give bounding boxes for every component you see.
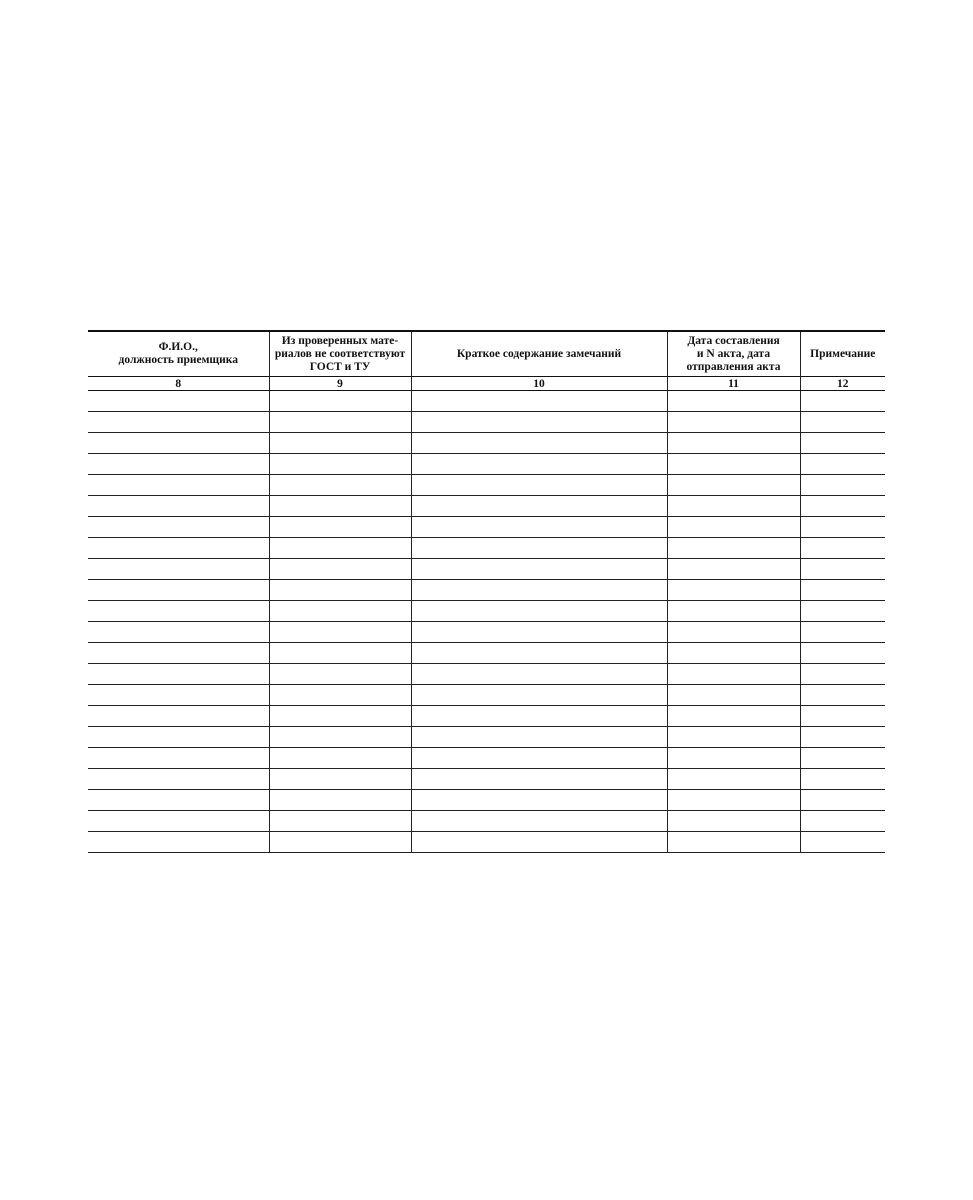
table-row [88, 580, 885, 601]
table-cell[interactable] [800, 664, 885, 685]
table-cell[interactable] [667, 727, 800, 748]
table-cell[interactable] [88, 454, 269, 475]
table-cell[interactable] [269, 748, 411, 769]
column-number: 10 [411, 377, 667, 391]
table-cell[interactable] [411, 664, 667, 685]
table-cell[interactable] [269, 517, 411, 538]
table-cell[interactable] [411, 538, 667, 559]
column-number: 12 [800, 377, 885, 391]
table-cell[interactable] [800, 559, 885, 580]
header-act-date-number: Дата составления и N акта, дата отправления акта [667, 331, 800, 377]
table-cell[interactable] [88, 433, 269, 454]
table-cell[interactable] [88, 601, 269, 622]
table-cell[interactable] [800, 643, 885, 664]
table-cell[interactable] [269, 664, 411, 685]
table-row [88, 517, 885, 538]
table-cell[interactable] [667, 601, 800, 622]
table-header-row [88, 331, 885, 377]
table-cell[interactable] [667, 538, 800, 559]
table-cell[interactable] [411, 454, 667, 475]
table-cell[interactable] [88, 769, 269, 790]
table-cell[interactable] [411, 391, 667, 412]
table-cell[interactable] [88, 790, 269, 811]
table-cell[interactable] [88, 664, 269, 685]
table-cell[interactable] [800, 622, 885, 643]
table-row [88, 790, 885, 811]
table-cell[interactable] [269, 433, 411, 454]
table-cell[interactable] [88, 643, 269, 664]
table-row [88, 601, 885, 622]
table-cell[interactable] [800, 496, 885, 517]
table-row [88, 538, 885, 559]
table-cell[interactable] [269, 391, 411, 412]
table-cell[interactable] [88, 832, 269, 853]
table-cell[interactable] [88, 685, 269, 706]
table-cell[interactable] [269, 538, 411, 559]
table-cell[interactable] [88, 391, 269, 412]
table-cell[interactable] [269, 475, 411, 496]
table-cell[interactable] [88, 559, 269, 580]
table-cell[interactable] [800, 475, 885, 496]
table-cell[interactable] [667, 811, 800, 832]
table-cell[interactable] [411, 832, 667, 853]
table-cell[interactable] [667, 706, 800, 727]
table-cell[interactable] [88, 517, 269, 538]
table-cell[interactable] [800, 412, 885, 433]
table-cell[interactable] [800, 685, 885, 706]
table-cell[interactable] [411, 706, 667, 727]
table-cell[interactable] [269, 496, 411, 517]
table-cell[interactable] [411, 412, 667, 433]
table-cell[interactable] [667, 559, 800, 580]
table-cell[interactable] [800, 580, 885, 601]
table-cell[interactable] [411, 475, 667, 496]
table-cell[interactable] [667, 790, 800, 811]
table-cell[interactable] [411, 769, 667, 790]
table-row [88, 769, 885, 790]
table-cell[interactable] [88, 706, 269, 727]
table-cell[interactable] [88, 475, 269, 496]
table-cell[interactable] [411, 685, 667, 706]
table-row [88, 496, 885, 517]
table-cell[interactable] [411, 601, 667, 622]
table-cell[interactable] [800, 811, 885, 832]
table-cell[interactable] [800, 433, 885, 454]
table-cell[interactable] [667, 517, 800, 538]
table-cell[interactable] [800, 706, 885, 727]
header-nonconforming-materials: Из проверенных мате- риалов не соответствуют ГОСТ и ТУ [269, 331, 411, 377]
table-cell[interactable] [800, 601, 885, 622]
table-cell[interactable] [667, 580, 800, 601]
table-row [88, 643, 885, 664]
table-row [88, 559, 885, 580]
table-cell[interactable] [269, 580, 411, 601]
header-note: Примечание [800, 331, 885, 377]
table-cell[interactable] [269, 832, 411, 853]
table-cell[interactable] [411, 622, 667, 643]
table-row [88, 706, 885, 727]
table-row [88, 685, 885, 706]
table-row [88, 433, 885, 454]
table-cell[interactable] [800, 727, 885, 748]
table-cell[interactable] [667, 391, 800, 412]
table-row [88, 391, 885, 412]
table-cell[interactable] [411, 559, 667, 580]
table-cell[interactable] [667, 748, 800, 769]
table-cell[interactable] [411, 811, 667, 832]
table-row [88, 811, 885, 832]
table-cell[interactable] [88, 727, 269, 748]
table-cell[interactable] [269, 601, 411, 622]
table-cell[interactable] [88, 811, 269, 832]
table-cell[interactable] [88, 496, 269, 517]
table-cell[interactable] [800, 832, 885, 853]
table-cell[interactable] [269, 643, 411, 664]
table-cell[interactable] [88, 412, 269, 433]
table-cell[interactable] [269, 769, 411, 790]
table-cell[interactable] [800, 391, 885, 412]
table-cell[interactable] [800, 790, 885, 811]
table-cell[interactable] [800, 454, 885, 475]
table-cell[interactable] [411, 790, 667, 811]
table-cell[interactable] [269, 559, 411, 580]
table-row [88, 832, 885, 853]
table-cell[interactable] [269, 811, 411, 832]
table-cell[interactable] [800, 538, 885, 559]
table-cell[interactable] [411, 496, 667, 517]
table-cell[interactable] [800, 748, 885, 769]
column-number: 9 [269, 377, 411, 391]
table-cell[interactable] [411, 517, 667, 538]
table-cell[interactable] [667, 769, 800, 790]
table-cell[interactable] [411, 727, 667, 748]
table-row [88, 454, 885, 475]
table-row [88, 664, 885, 685]
table-cell[interactable] [269, 790, 411, 811]
table-cell[interactable] [667, 664, 800, 685]
table-row [88, 748, 885, 769]
table-cell[interactable] [269, 622, 411, 643]
table-cell[interactable] [411, 748, 667, 769]
table-cell[interactable] [667, 622, 800, 643]
column-number-row [88, 377, 885, 391]
table-cell[interactable] [800, 769, 885, 790]
table-cell[interactable] [269, 727, 411, 748]
column-number: 11 [667, 377, 800, 391]
table-cell[interactable] [269, 412, 411, 433]
table-cell[interactable] [269, 685, 411, 706]
table-cell[interactable] [667, 412, 800, 433]
table-cell[interactable] [88, 748, 269, 769]
header-inspector-name: Ф.И.О., должность приемщика [88, 331, 269, 377]
header-remarks-summary: Краткое содержание замечаний [411, 331, 667, 377]
table-row [88, 727, 885, 748]
table-cell[interactable] [269, 706, 411, 727]
table-cell[interactable] [667, 832, 800, 853]
table-cell[interactable] [411, 580, 667, 601]
table-cell[interactable] [88, 538, 269, 559]
table-cell[interactable] [667, 433, 800, 454]
table-row [88, 412, 885, 433]
table-cell[interactable] [667, 496, 800, 517]
table-cell[interactable] [667, 454, 800, 475]
column-number: 8 [88, 377, 269, 391]
table-cell[interactable] [88, 580, 269, 601]
table-row [88, 475, 885, 496]
acceptance-remarks-table [88, 330, 885, 853]
table-cell[interactable] [411, 433, 667, 454]
table-cell[interactable] [667, 685, 800, 706]
table-cell[interactable] [667, 475, 800, 496]
table-body [88, 391, 885, 853]
table-cell[interactable] [411, 643, 667, 664]
table-cell[interactable] [269, 454, 411, 475]
table-row [88, 622, 885, 643]
table-cell[interactable] [800, 517, 885, 538]
table-cell[interactable] [667, 643, 800, 664]
table-cell[interactable] [88, 622, 269, 643]
